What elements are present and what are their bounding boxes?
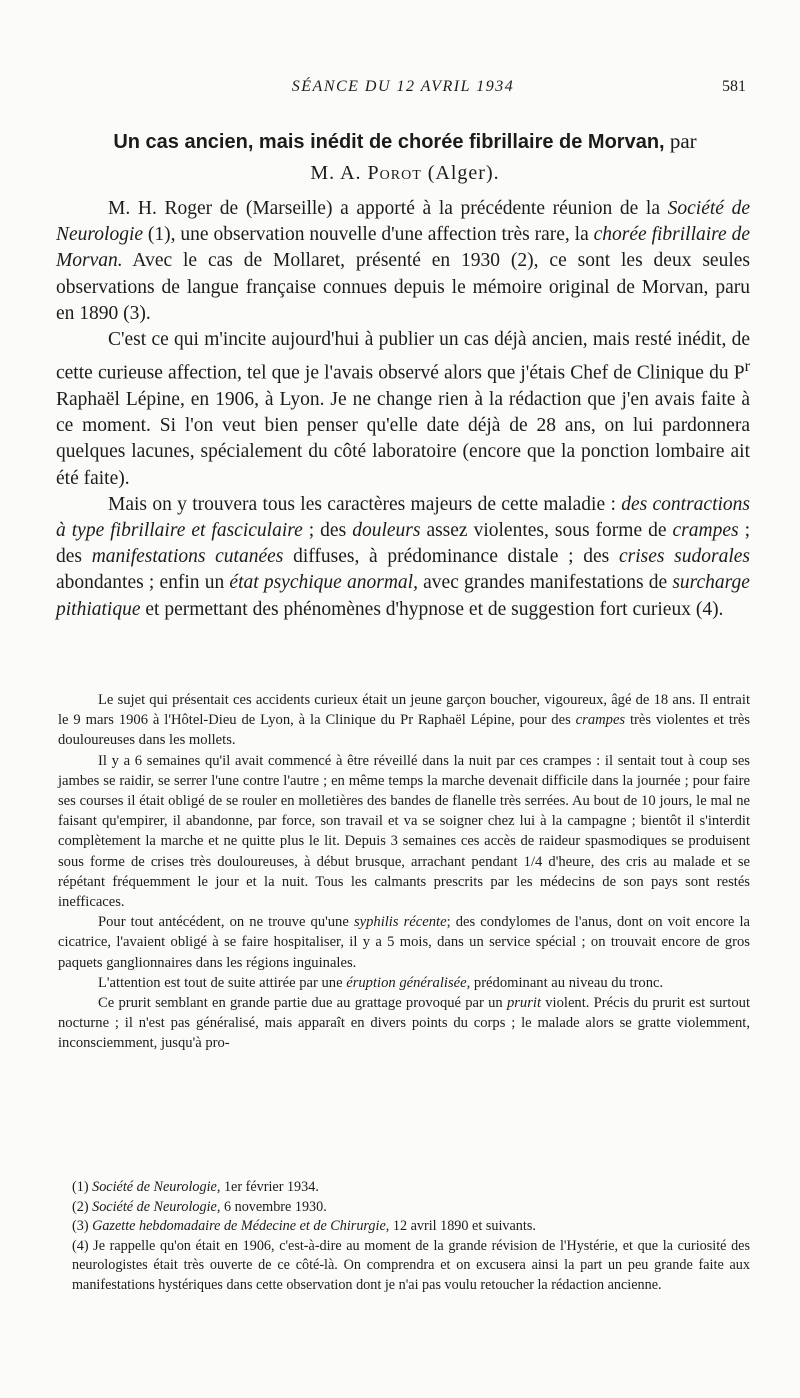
case-paragraph-5 — [58, 993, 750, 1054]
paragraph-1 — [56, 196, 750, 327]
p2-text-b: Raphaël Lépine, en 1906, à Lyon. Je ne change rien à la rédaction que j'en avais faite à ce moment. Si l'on veut bien penser qu'elle date déjà de 28 ans, on lui pardonnera quelques lacunes, spécialement du côté laboratoire (encore que la ponction lombaire ait été faite). — [56, 388, 750, 489]
paragraph-3 — [56, 492, 750, 623]
case-paragraph-2: Il y a 6 semaines qu'il avait commencé à être réveillé dans la nuit par ces crampes : il sentait tout à coup ses jambes se raidir, se serrer l'une contre l'autre ; en même temps la marche devenait difficile dans la journée ; pour faire ses courses il était obligé de se rouler en molletières des bandes de flanelle très serrées. Au bout de 10 jours, le mal ne faisant qu'empirer, il abandonne, par force, son travail et va se soigner chez lui à la campagne ; bientôt il s'interdit complètement la marche et ne quitte plus le lit. Depuis 3 semaines ces accès de raideur spasmodiques se produisent sous forme de crises très douloureuses, à début brusque, arrachant pendant 1/4 d'heure, des cris au malade et se répétant fréquemment le jour et la nuit. Tous les calmants prescrits par les médecins de son pays sont restés inefficaces. — [58, 752, 750, 911]
author-prefix: M. A. — [310, 162, 368, 184]
case-p1-text: Le sujet qui présentait ces accidents curieux était un jeune garçon boucher, vigoureux, âgé de 18 ans. Il entrait le 9 mars 1906 à l'Hôtel-Dieu de Lyon, à la Clinique du Pr Raphaël Lépine, pour des — [58, 692, 750, 729]
p3-italic-d: douleurs — [352, 519, 421, 541]
case-p4-text-b: prédominant au niveau du tronc. — [470, 974, 664, 991]
author-line — [310, 162, 499, 184]
fn3-number: (3) — [72, 1218, 93, 1235]
footnote-4: (4) Je rappelle qu'on était en 1906, c'est-à-dire au moment de la grande révision de l'Hystérie, et que la curiosité des neurologistes était très ouverte de ce côté-là. On comprendra et on excusera ainsi la part un peu grande faite aux manifestations hystériques dans cette observation dont je n'ai pas voulu retoucher la rédaction ancienne. — [72, 1237, 750, 1293]
p3-italic-k: crises sudorales — [618, 546, 750, 568]
fn2-text: 6 novembre 1930. — [220, 1198, 327, 1215]
p3-text-j: diffuses, à prédominance distale ; des — [283, 546, 619, 568]
case-report — [58, 690, 750, 1054]
p1-text-c: (1), une observation nouvelle d'une affection très rare, la — [143, 224, 594, 246]
p3-text-g: ; des — [56, 519, 750, 568]
article-title — [58, 126, 752, 188]
case-p4-text: L'attention est tout de suite attirée par une — [98, 974, 347, 991]
case-p1-text-b: très violentes et très douloureuses dans les mollets. — [58, 712, 751, 749]
case-p1-italic: crampes — [575, 712, 626, 729]
author-name: Porot — [367, 162, 422, 184]
case-p3-text-b: ; des condylomes de l'anus, dont on voit encore la cicatrice, l'avaient obligé à se faire hospitaliser, il y a 5 mois, dans un service spécial ; on trouvait encore de gros paquets ganglionnaires dans les régions inguinales. — [58, 914, 751, 971]
case-p3-text: Pour tout antécédent, on ne trouve qu'une — [98, 914, 354, 931]
case-paragraph-4 — [58, 973, 750, 993]
p3-italic-o: surcharge pithiatique — [56, 572, 750, 620]
case-p5-text-b: violent. Précis du prurit est surtout nocturne ; il n'est pas généralisé, mais apparaît en divers points du corps ; le malade alors se gratte violemment, inconsciemment, jusqu'à pro- — [58, 995, 750, 1052]
title-main: Un cas ancien, mais inédit de chorée fibrillaire de Morvan, — [113, 131, 665, 153]
p3-text-l: abondantes ; enfin un — [56, 572, 230, 594]
p3-italic-b: des contractions à type fibrillaire et fasciculaire — [56, 493, 750, 541]
fn2-number: (2) — [72, 1198, 93, 1215]
footnote-3 — [72, 1217, 750, 1237]
article-body — [56, 196, 750, 623]
p3-italic-m: état psychique anormal, — [229, 572, 418, 594]
case-p5-text: Ce prurit semblant en grande partie due au grattage provoqué par un — [98, 995, 507, 1012]
p3-text-n: avec grandes manifestations de — [417, 572, 673, 594]
case-paragraph-3 — [58, 912, 750, 973]
p3-italic-f: crampes — [672, 519, 739, 541]
fn3-italic: Gazette hebdomadaire de Médecine et de Chirurgie, — [92, 1218, 390, 1235]
p2-sup: r — [744, 357, 750, 376]
case-p3-italic: syphilis récente — [353, 914, 447, 931]
p2-text-a: C'est ce qui m'incite aujourd'hui à publier un cas déjà ancien, mais resté inédit, de cette curieuse affection, tel que je l'avais observé alors que j'étais Chef de Clinique du P — [56, 329, 750, 384]
title-par: par — [669, 129, 697, 153]
p3-text-e: assez violentes, sous forme de — [420, 519, 673, 541]
p1-italic-b: Société de Neurologie — [56, 198, 750, 246]
author-place: (Alger). — [421, 162, 500, 184]
fn3-text: 12 avril 1890 et suivants. — [389, 1218, 536, 1235]
fn1-number: (1) — [72, 1179, 93, 1195]
p3-italic-h: manifestations cutanées — [91, 546, 284, 568]
p3-text-a: Mais on y trouvera tous les caractères majeurs de cette maladie : — [108, 493, 622, 515]
footnote-2 — [72, 1198, 750, 1218]
footnotes — [72, 1178, 750, 1296]
fn1-text: 1er février 1934. — [220, 1179, 319, 1195]
fn1-italic: Société de Neurologie, — [92, 1179, 221, 1195]
running-title: SÉANCE DU 12 AVRIL 1934 — [291, 78, 515, 95]
page-header — [58, 78, 748, 102]
case-p4-italic: éruption généralisée, — [346, 974, 471, 991]
p1-text-e: Avec le cas de Mollaret, présenté en 1930 (2), ce sont les deux seules observations de langue française connues depuis le mémoire original de Morvan, paru en 1890 (3). — [56, 250, 750, 324]
paragraph-2 — [56, 327, 750, 492]
fn2-italic: Société de Neurologie, — [92, 1198, 221, 1215]
p3-text-p: et permettant des phénomènes d'hypnose et de suggestion fort curieux (4). — [140, 598, 724, 620]
case-p5-italic: prurit — [506, 995, 542, 1012]
p1-text-a: M. H. Roger de (Marseille) a apporté à la précédente réunion de la — [108, 198, 668, 219]
page-number: 581 — [722, 78, 746, 95]
footnote-1 — [72, 1178, 750, 1198]
case-paragraph-1 — [58, 690, 750, 751]
p1-italic-d: chorée fibrillaire de Morvan. — [56, 224, 750, 272]
p3-text-c: ; des — [302, 519, 353, 541]
